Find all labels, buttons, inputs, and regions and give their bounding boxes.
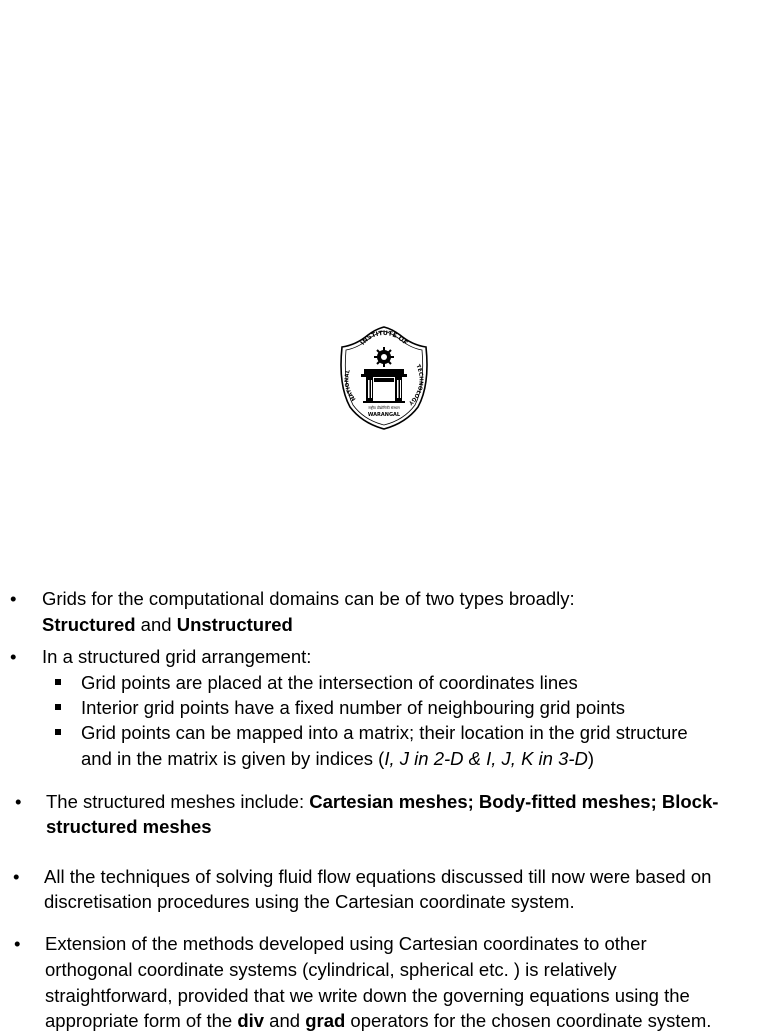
svg-text:TECHNOLOGY: TECHNOLOGY — [407, 363, 424, 406]
point-5-line-3: straightforward, provided that we write down the governing equations using the — [45, 985, 690, 1006]
structured-term: Structured — [42, 614, 136, 635]
point-1-line-2: Structured and Unstructured — [42, 614, 293, 635]
subpoint-3-line-1: Grid points can be mapped into a matrix; their location in the grid structure — [81, 722, 688, 743]
point-3-line-2: structured meshes — [46, 816, 212, 837]
point-5-line-2: orthogonal coordinate systems (cylindrical, spherical etc. ) is relatively — [45, 959, 617, 980]
bullet-marker: • — [15, 791, 22, 812]
subpoint-3-line-2: and in the matrix is given by indices (I, J in 2-D & I, J, K in 3-D) — [81, 748, 595, 769]
mesh-types: Cartesian meshes; Body-fitted meshes; Block- — [309, 791, 719, 812]
bullet-marker: • — [10, 646, 17, 667]
bullet-marker: • — [10, 588, 17, 609]
point-3-line-1: The structured meshes include: Cartesian meshes; Body-fitted meshes; Block- — [46, 791, 719, 812]
unstructured-term: Unstructured — [176, 614, 293, 635]
point-2-line-1: In a structured grid arrangement: — [42, 646, 312, 667]
subpoint-1: Grid points are placed at the intersection of coordinates lines — [81, 672, 578, 693]
div-operator: div — [237, 1010, 265, 1031]
svg-text:राष्ट्रीय प्रौद्योगिकी संस्थान: राष्ट्रीय प्रौद्योगिकी संस्थान — [368, 406, 400, 410]
point-5-line-4: appropriate form of the div and grad operators for the chosen coordinate system. — [45, 1010, 712, 1031]
bullet-marker: • — [14, 933, 21, 954]
indices-notation: I, J in 2-D & I, J, K in 3-D — [384, 748, 588, 769]
square-bullet-marker — [55, 729, 61, 735]
subpoint-2: Interior grid points have a fixed number of neighbouring grid points — [81, 697, 626, 718]
point-1-line-1: Grids for the computational domains can be of two types broadly: — [42, 588, 575, 609]
svg-text:NATIONAL: NATIONAL — [344, 369, 358, 402]
point-5-line-1: Extension of the methods developed using Cartesian coordinates to other — [45, 933, 647, 954]
svg-text:WARANGAL: WARANGAL — [367, 412, 401, 418]
square-bullet-marker — [55, 679, 61, 685]
bullet-marker: • — [13, 866, 20, 887]
square-bullet-marker — [55, 704, 61, 710]
grad-operator: grad — [305, 1010, 346, 1031]
svg-text:INSTITUTE OF: INSTITUTE OF — [359, 329, 409, 347]
point-4-line-1: All the techniques of solving fluid flow equations discussed till now were based on — [44, 866, 712, 887]
point-4-line-2: discretisation procedures using the Cartesian coordinate system. — [44, 891, 575, 912]
